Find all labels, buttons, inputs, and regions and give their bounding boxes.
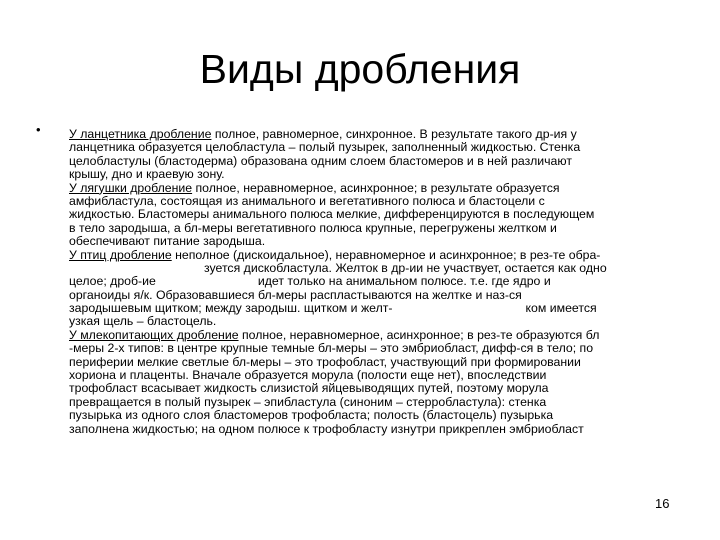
slide-title: Виды дробления [199, 46, 521, 92]
birds-text-part: целое; дроб-ие [69, 274, 156, 289]
slide-body-text [69, 128, 687, 436]
page-number: 16 [655, 496, 670, 511]
text-line: ланцетника образуется целобластула – полый пузырек, заполненный жидкостью. Стенка [69, 140, 581, 155]
text-line: жидкостью. Бластомеры анимального полюса мелкие, дифференцируются в последующем [69, 207, 595, 222]
text-line: -меры 2-х типов: в центре крупные темные бл-меры – это эмбриобласт, дифф-ся в тело; по [69, 341, 594, 356]
birds-text-part: идет только на анимальном полюсе. т.е. где ядро и [257, 274, 551, 289]
text-line: целобластулы (бластодерма) образована одним слоем бластомеров и в ней различают [69, 153, 572, 168]
text-line: крышу, дно и краевую зону. [69, 167, 225, 182]
text-line: периферии мелкие светлые бл-меры – это трофобласт, участвующий при формировании [69, 354, 581, 369]
birds-heading: У птиц дробление [69, 247, 172, 262]
text-line: узкая щель – бластоцель. [69, 314, 217, 329]
text-line [69, 182, 687, 195]
text-line [69, 128, 687, 141]
text-line [69, 302, 687, 315]
text-line [69, 275, 687, 288]
frog-heading: У лягушки дробление [69, 180, 193, 195]
birds-text: неполное (дискоидальное), неравномерное и асинхронное; в рез-те обра- [171, 247, 601, 262]
text-line: в тело зародыша, а бл-меры вегетативного полюса крупные, перегружены желтком и [69, 220, 557, 235]
text-line: пузырька из одного слоя бластомеров трофобласта; полость (бластоцель) пузырька [69, 408, 554, 423]
lancetnik-heading: У ланцетника дробление [69, 127, 212, 141]
text-line: амфибластула, состоящая из анимального и вегетативного полюса и бластоцели с [69, 193, 545, 208]
text-line: хориона и плаценты. Вначале образуется морула (полости еще нет), впоследствии [69, 368, 547, 383]
text-line: трофобласт всасывает жидкость слизистой яйцевыводящих путей, поэтому морула [69, 381, 549, 396]
text-line: органоиды я/к. Образовавшиеся бл-меры распластываются на желтке и наз-ся [69, 287, 522, 302]
lancetnik-text: полное, равномерное, синхронное. В результате такого др-ия у [211, 127, 577, 141]
text-line: обеспечивают питание зародыша. [69, 234, 266, 249]
text-line [69, 329, 687, 342]
text-line [69, 249, 687, 262]
birds-text-part: зародышевым щитком; между зародыш. щитком и желт- [69, 301, 393, 316]
mammals-heading: У млекопитающих дробление [69, 327, 239, 342]
text-line: заполнена жидкостью; на одном полюсе к трофобласту изнутри прикреплен эмбриобласт [69, 421, 584, 436]
text-line: зуется дискобластула. Желток в др-ии не участвует, остается как одно [204, 260, 607, 275]
text-line: превращается в полый пузырек – эпибластула (синоним – стерробластула): стенка [69, 394, 547, 409]
bullet-marker: • [36, 122, 41, 137]
frog-text: полное, неравномерное, асинхронное; в результате образуется [192, 180, 560, 195]
birds-text-part: ком имеется [525, 301, 597, 316]
mammals-text: полное, неравномерное, асинхронное; в рез-те образуются бл [238, 327, 600, 342]
